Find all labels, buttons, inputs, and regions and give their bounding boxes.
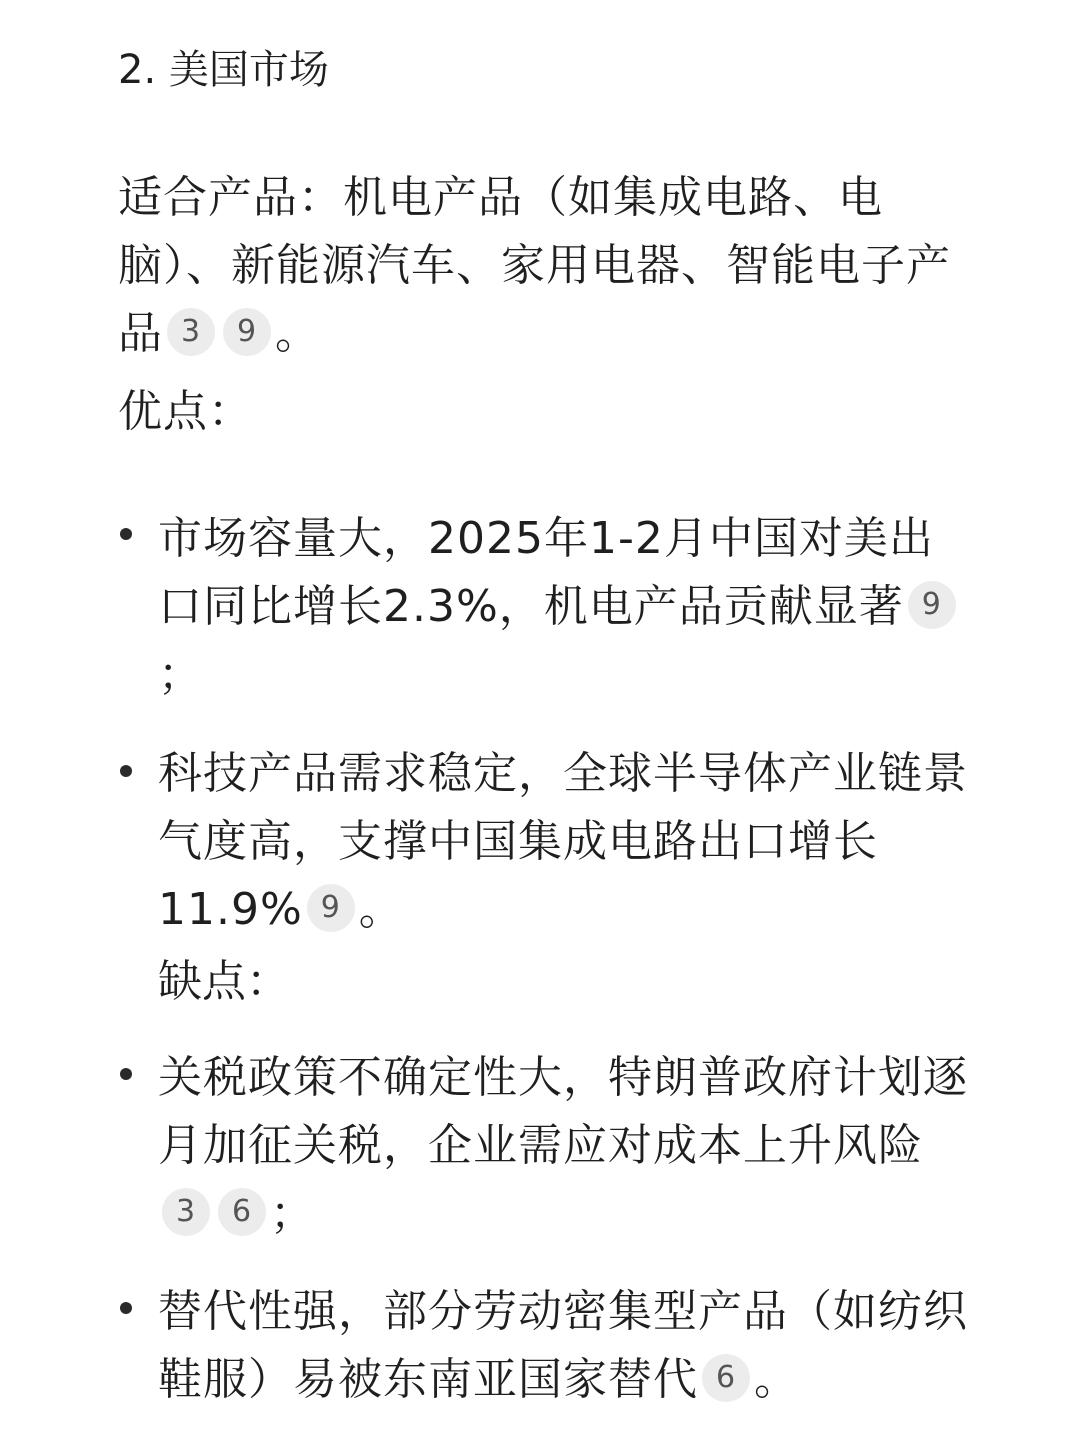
- bullet-icon: [120, 1068, 132, 1080]
- suitable-products-paragraph: [118, 164, 978, 368]
- sentence-end: 。: [754, 1354, 799, 1405]
- citation-badge[interactable]: 6: [218, 1188, 266, 1236]
- bullet-icon: [120, 528, 132, 540]
- cons-item: [158, 1044, 978, 1248]
- citation-badge[interactable]: 9: [223, 308, 271, 356]
- cons-label: 缺点：: [158, 956, 290, 1007]
- sentence-end: ；: [270, 1188, 315, 1239]
- sentence-end: ；: [158, 649, 203, 700]
- pros-label: 优点：: [118, 386, 253, 437]
- citation-badge[interactable]: 9: [908, 581, 956, 629]
- pros-item: [158, 505, 978, 709]
- citation-badge[interactable]: 3: [167, 308, 215, 356]
- pros-item-text: 市场容量大，2025年1-2月中国对美出口同比增长2.3%，机电产品贡献显著: [158, 513, 934, 632]
- bullet-icon: [120, 1302, 132, 1314]
- citation-badge[interactable]: 3: [162, 1188, 210, 1236]
- suitable-products-text: 适合产品：机电产品（如集成电路、电脑）、新能源汽车、家用电器、智能电子产品: [118, 172, 951, 359]
- sentence-end: 。: [275, 308, 320, 359]
- section-heading: 2. 美国市场: [118, 47, 329, 93]
- cons-item-text: 关税政策不确定性大，特朗普政府计划逐月加征关税，企业需应对成本上升风险: [158, 1052, 968, 1171]
- sentence-end: 。: [358, 884, 404, 935]
- pros-item: [158, 740, 978, 944]
- citation-badge[interactable]: 9: [307, 884, 355, 932]
- cons-item-text: 替代性强，部分劳动密集型产品（如纺织鞋服）易被东南亚国家替代: [158, 1286, 968, 1405]
- citation-badge[interactable]: 6: [702, 1354, 750, 1402]
- pros-item-text: 科技产品需求稳定，全球半导体产业链景气度高，支撑中国集成电路出口增长11.9%: [158, 748, 968, 935]
- bullet-icon: [120, 765, 132, 777]
- cons-item: [158, 1278, 978, 1414]
